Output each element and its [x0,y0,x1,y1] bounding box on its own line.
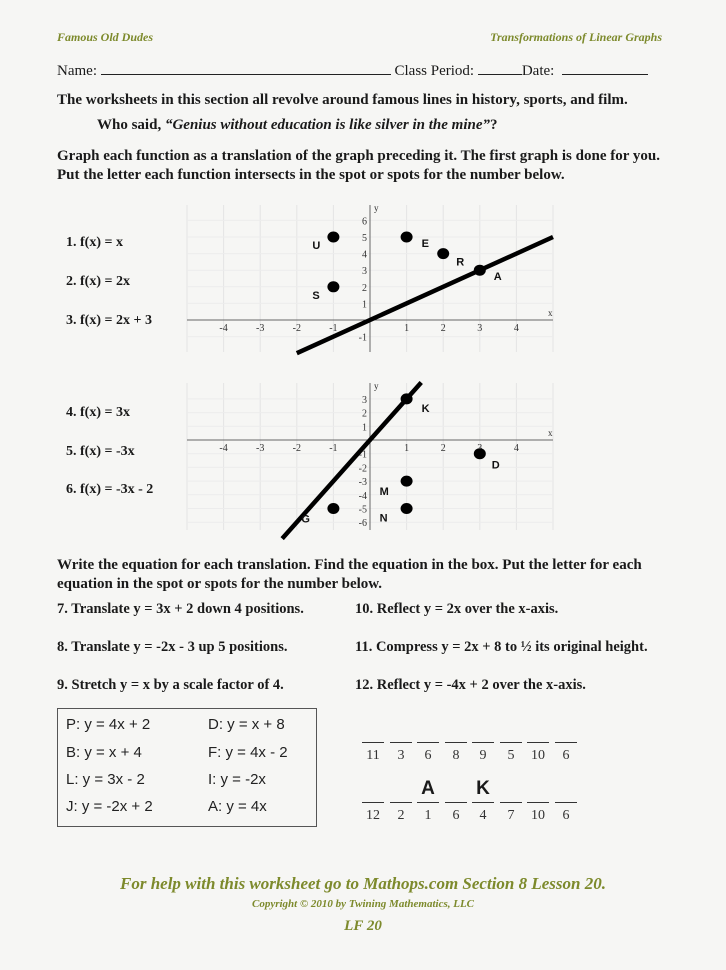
header-right: Transformations of Linear Graphs [490,30,662,44]
x-tick-label: -1 [329,443,338,454]
answer-letter: K [476,778,490,799]
point-label-a: A [493,271,502,284]
y-tick-label: -5 [358,504,367,516]
answer-blank[interactable] [362,742,384,743]
question-prefix: Who said, [97,117,165,133]
box-item-b: B: y = x + 4 [66,744,142,761]
problem-11: 11. Compress y = 2x + 8 to ½ its original height. [355,639,648,655]
x-tick-label: -4 [219,443,228,454]
answer-blank[interactable] [417,802,439,803]
quote: “Genius without education is like silver in the mine” [164,117,490,133]
answer-blank[interactable] [445,742,467,743]
answer-number: 10 [531,808,545,823]
answer-blank[interactable] [445,802,467,803]
answer-number: 7 [507,808,515,823]
function-4: 4. f(x) = 3x [66,405,130,420]
function-6: 6. f(x) = -3x - 2 [66,482,154,497]
point-label-e: E [421,238,429,250]
y-tick-label: 6 [362,216,367,228]
x-tick-label: -3 [256,323,265,334]
answer-number: 11 [366,748,380,763]
x-tick-label: -3 [256,443,265,454]
intro-text: The worksheets in this section all revolve around famous lines in history, sports, and film. [57,92,628,108]
answer-blank[interactable] [390,802,412,803]
problem-10: 10. Reflect y = 2x over the x-axis. [355,601,559,617]
x-tick-label: 2 [440,323,446,334]
y-tick-label: -4 [358,490,367,502]
x-tick-label: -2 [292,443,301,454]
y-tick-label: -2 [358,463,367,475]
problem-12: 12. Reflect y = -4x + 2 over the x-axis. [355,677,586,693]
x-tick-label: -4 [219,323,228,334]
date-label: Date: [521,63,555,79]
problem-7: 7. Translate y = 3x + 2 down 4 positions. [57,601,304,617]
y-tick-label: 3 [362,394,367,406]
name-label: Name: [57,63,97,79]
point-label-g: G [301,513,310,526]
x-tick-label: 1 [404,323,410,334]
answer-number: 6 [562,808,570,823]
answer-blank[interactable] [472,742,494,743]
answer-blank[interactable] [555,742,577,743]
y-tick-label: 2 [362,408,367,420]
function-3: 3. f(x) = 2x + 3 [66,313,152,328]
answer-number: 12 [366,808,380,823]
function-1: 1. f(x) = x [66,235,123,250]
equation-instructions-1: Write the equation for each translation. Find the equation in the box. Put the letter for each [57,557,642,573]
answer-blank[interactable] [362,802,384,803]
answer-number: 6 [562,748,570,763]
point-label-m: M [379,486,389,499]
x-tick-label: 4 [513,443,519,454]
y-tick-label: 2 [362,282,367,294]
point-label-k: K [421,402,430,415]
point-label-r: R [456,256,465,269]
y-tick-label: 5 [362,233,367,244]
box-item-j: J: y = -2x + 2 [66,798,153,815]
y-tick-label: -1 [358,449,367,461]
answer-number: 6 [424,748,432,763]
y-tick-label: 3 [362,266,367,278]
problem-9: 9. Stretch y = x by a scale factor of 4. [57,677,284,693]
x-axis-label: x [548,428,553,438]
answer-blank[interactable] [527,742,549,743]
answer-number: 10 [531,748,545,763]
y-tick-label: 1 [362,422,367,434]
x-tick-label: 4 [513,323,519,334]
box-item-l: L: y = 3x - 2 [66,771,145,788]
answer-number: 5 [507,748,515,763]
question-suffix: ? [490,117,498,133]
footer-code: LF 20 [344,918,382,934]
y-tick-label: -1 [358,332,367,344]
point-label-d: D [491,459,500,472]
answer-number: 6 [452,808,460,823]
answer-number: 8 [452,748,460,763]
answer-blank[interactable] [500,742,522,743]
answer-letter: A [421,778,435,799]
equation-instructions-2: equation in the spot or spots for the number below. [57,576,383,592]
x-tick-label: -2 [292,323,301,334]
x-tick-label: 2 [440,443,446,454]
answer-blank[interactable] [555,802,577,803]
box-item-d: D: y = x + 8 [208,716,285,733]
answer-number: 3 [397,748,405,763]
y-tick-label: 1 [362,299,367,311]
answer-blank[interactable] [417,742,439,743]
x-tick-label: 1 [404,443,410,454]
function-5: 5. f(x) = -3x [66,444,135,459]
box-item-i: I: y = -2x [208,771,266,788]
answer-number: 1 [424,808,432,823]
box-item-a: A: y = 4x [208,798,267,815]
answer-blank[interactable] [527,802,549,803]
footer-copyright: Copyright © 2010 by Twining Mathematics, LLC [251,898,475,910]
y-axis-label: y [374,381,379,391]
point-label-s: S [312,289,320,302]
answer-blank[interactable] [472,802,494,803]
class-period-label: Class Period: [394,63,475,79]
point-label-n: N [379,512,388,525]
function-2: 2. f(x) = 2x [66,274,130,289]
point-label-u: U [312,240,321,252]
x-axis-label: x [548,308,553,318]
answer-number: 9 [479,748,487,763]
y-axis-label: y [374,203,379,213]
y-tick-label: -3 [358,477,367,489]
graph-instructions-1: Graph each function as a translation of the graph preceding it. The first graph is done for you. [57,148,660,164]
graph-instructions-2: Put the letter each function intersects in the spot or spots for the number below. [57,167,565,183]
x-tick-label: 3 [477,323,483,334]
footer-help: For help with this worksheet go to Mathops.com Section 8 Lesson 20. [120,874,606,893]
problem-8: 8. Translate y = -2x - 3 up 5 positions. [57,639,288,655]
answer-blank[interactable] [500,802,522,803]
y-tick-label: -6 [358,518,367,530]
answer-number: 4 [479,808,487,823]
y-tick-label: 4 [362,249,367,261]
answer-blank[interactable] [390,742,412,743]
box-item-f: F: y = 4x - 2 [208,744,288,761]
header-left: Famous Old Dudes [57,30,154,44]
answer-number: 2 [397,808,405,823]
box-item-p: P: y = 4x + 2 [66,716,151,733]
x-tick-label: -1 [329,323,338,334]
